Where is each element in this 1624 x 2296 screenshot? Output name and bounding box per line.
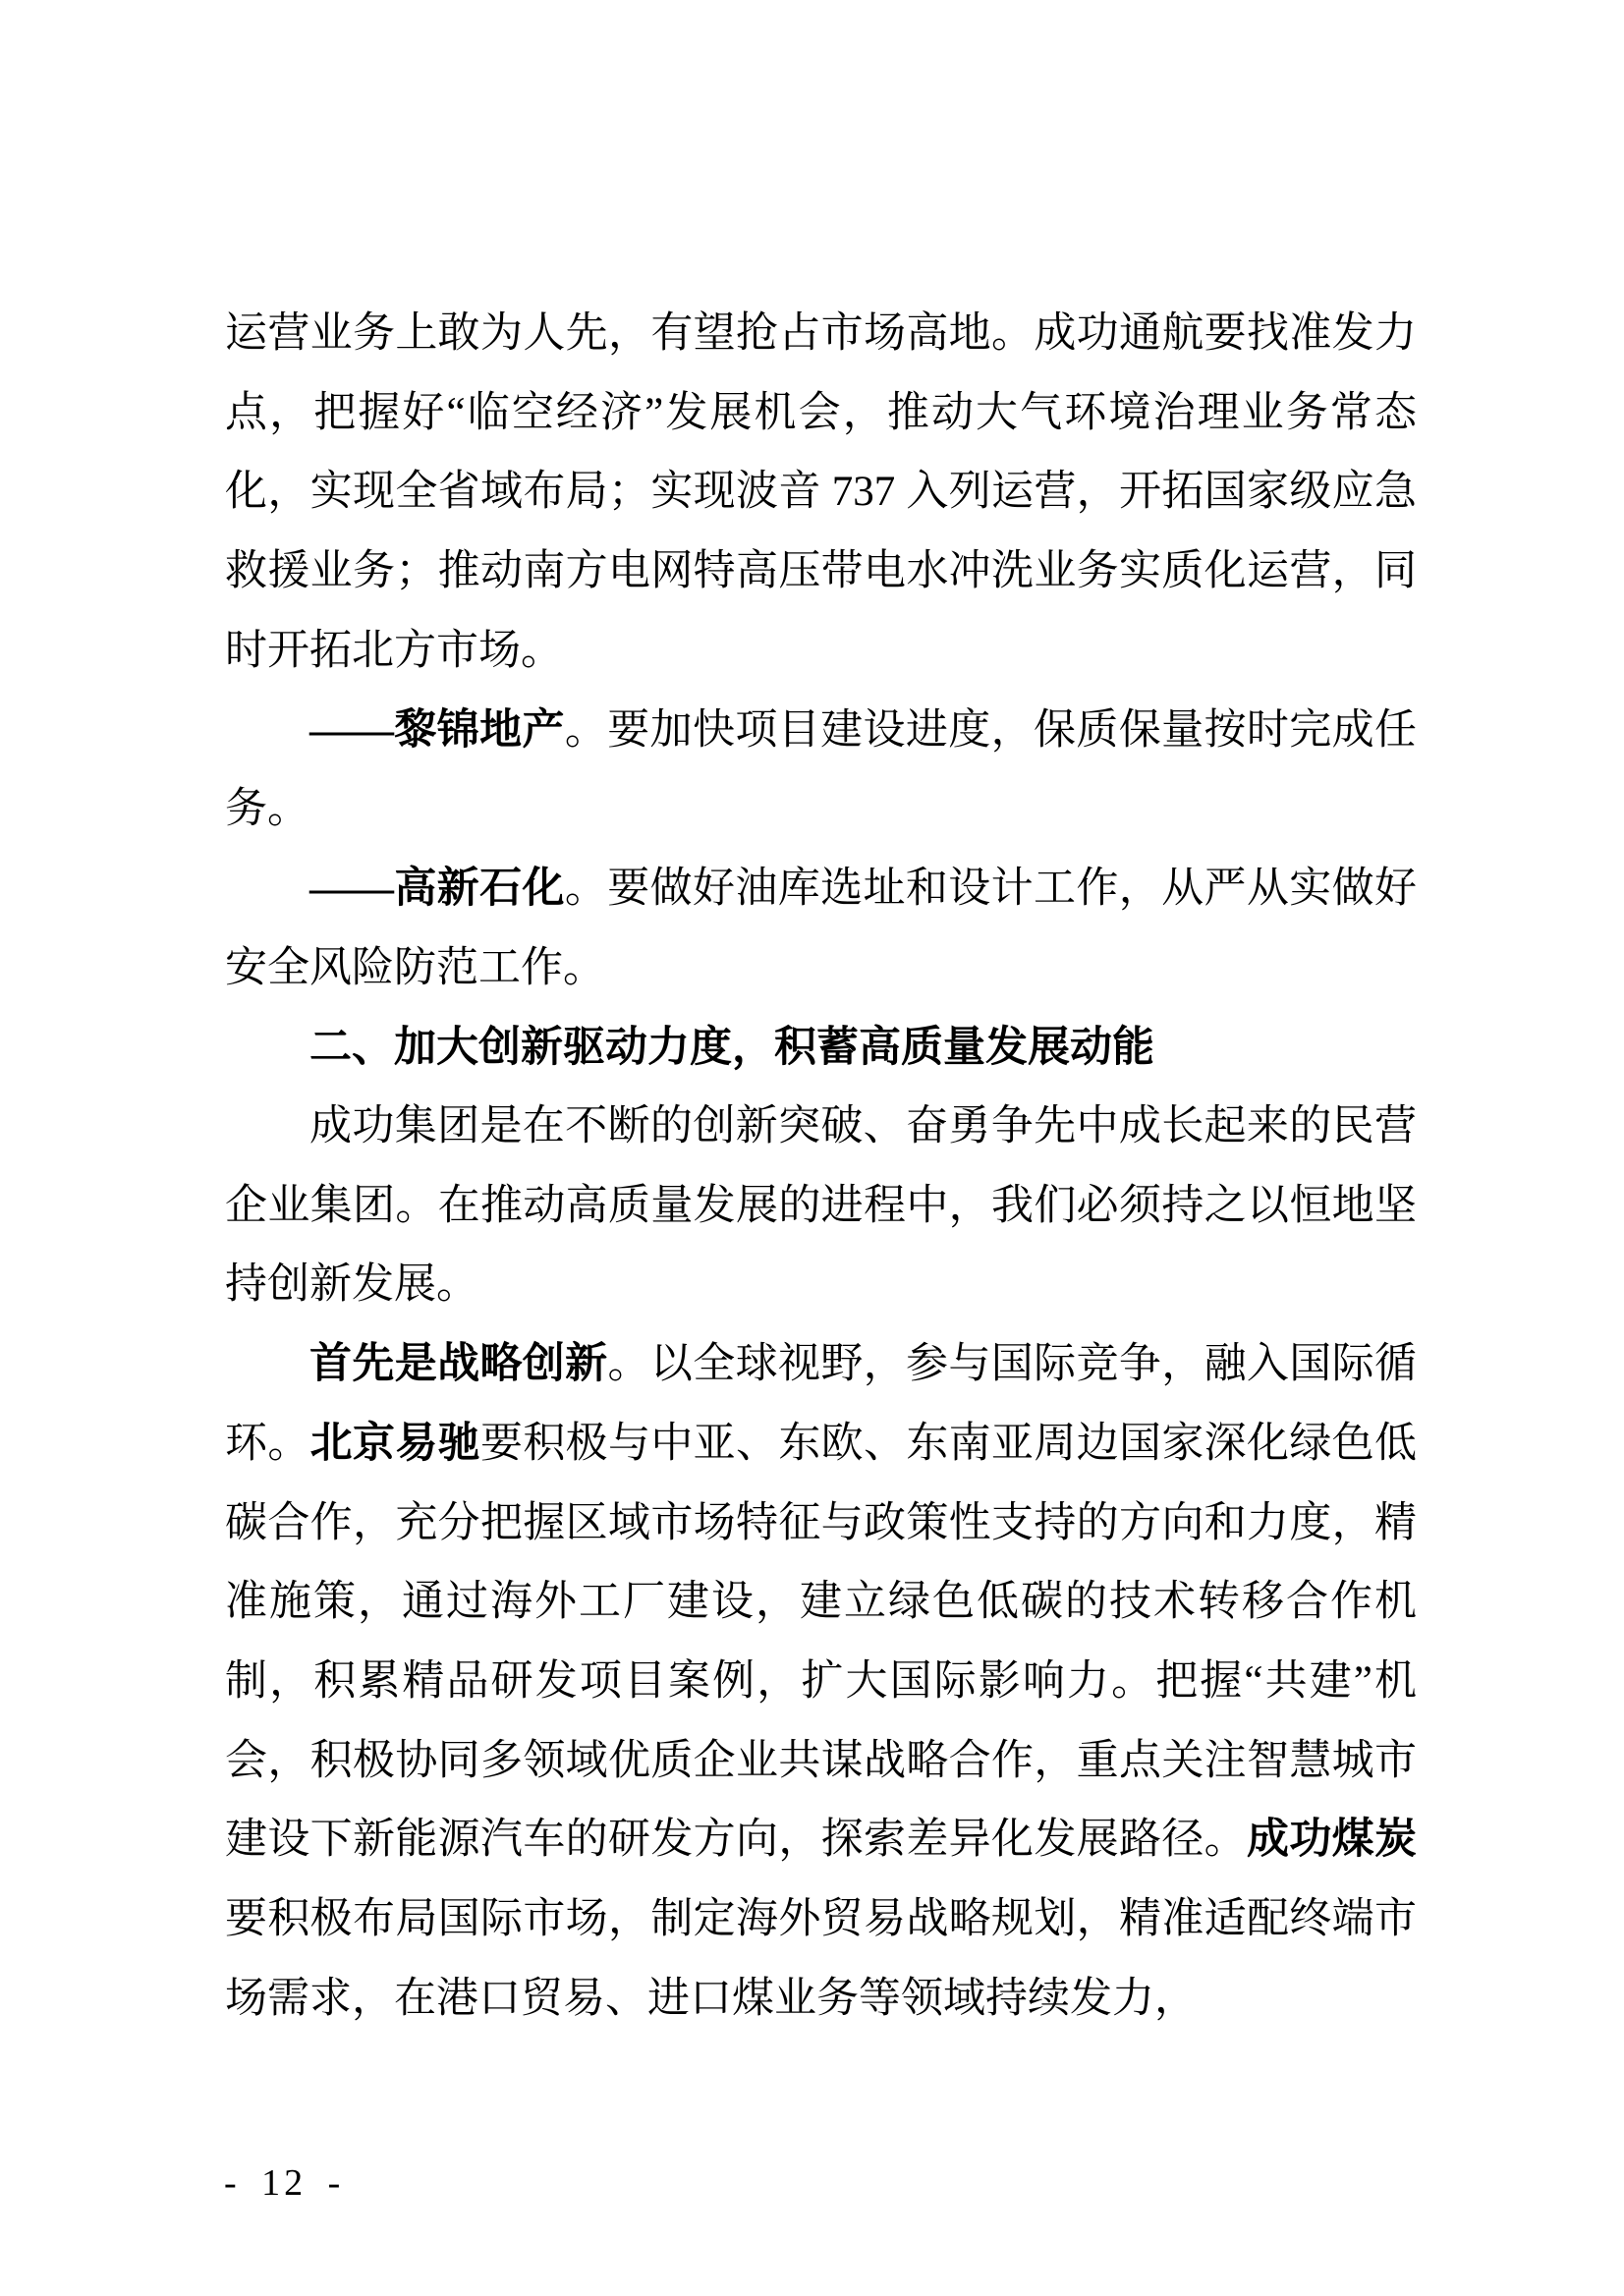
text-run: 。要做好油库选址和设计工作，从严从实做好安全风险防范工作。 [225,865,1417,991]
company-lead-chenggong-coal: 成功煤炭 [1247,1817,1418,1864]
text-run: 要积极与中亚、东欧、东南亚周边国家深化绿色低碳合作，充分把握区域市场特征与政策性支持的方向和力度，精准施策，通过海外工厂建设，建立绿色低碳的技术转移合作机制，积累精品研发项目案例，扩大国际影响力。把握“共建”机会，积极协同多领域优质企业共谋战略合作，重点关注智慧城市建设下新能源汽车的研发方向，探索差异化发展路径。 [225,1420,1418,1864]
paragraph-aviation-continuation [225,295,1417,692]
paragraph-lijin-property [225,692,1417,850]
page-number: - 12 - [224,2162,345,2204]
text-run: 。要加快项目建设进度，保质保量按时完成任务。 [225,706,1417,833]
section-heading-innovation: 二、加大创新驱动力度，积蓄高质量发展动能 [309,1024,1154,1072]
text-run: 成功集团是在不断的创新突破、奋勇争先中成长起来的民营企业集团。在推动高质量发展的进程中，我们必须持之以恒地坚持创新发展。 [225,1103,1417,1309]
paragraph-group-intro [225,1088,1417,1325]
company-lead-lijin-property: ——黎锦地产 [309,706,565,754]
paragraph-strategic-innovation [225,1325,1417,2039]
company-lead-beijing-yichi: 北京易驰 [309,1420,481,1467]
text-run: 。以全球视野，参与国际竞争，融入国际循环。 [225,1341,1418,1467]
text-run: 运营业务上敢为人先，有望抢占市场高地。成功通航要找准发力点，把握好“临空经济”发展机会，推动大气环境治理业务常态化，实现全省域布局；实现波音 737 入列运营，开拓国家级应急救援业务；推动南方电网特高压带电水冲洗业务实质化运营，同时开拓北方市场。 [225,310,1417,674]
lead-strategic-innovation: 首先是战略创新 [309,1341,608,1388]
document-body [225,295,1417,2039]
text-run: 要积极布局国际市场，制定海外贸易战略规划，精准适配终端市场需求，在港口贸易、进口煤业务等领域持续发力， [225,1896,1417,2022]
paragraph-gaoxin-petrochemical [225,850,1417,1008]
company-lead-gaoxin-petrochemical: ——高新石化 [309,865,565,912]
